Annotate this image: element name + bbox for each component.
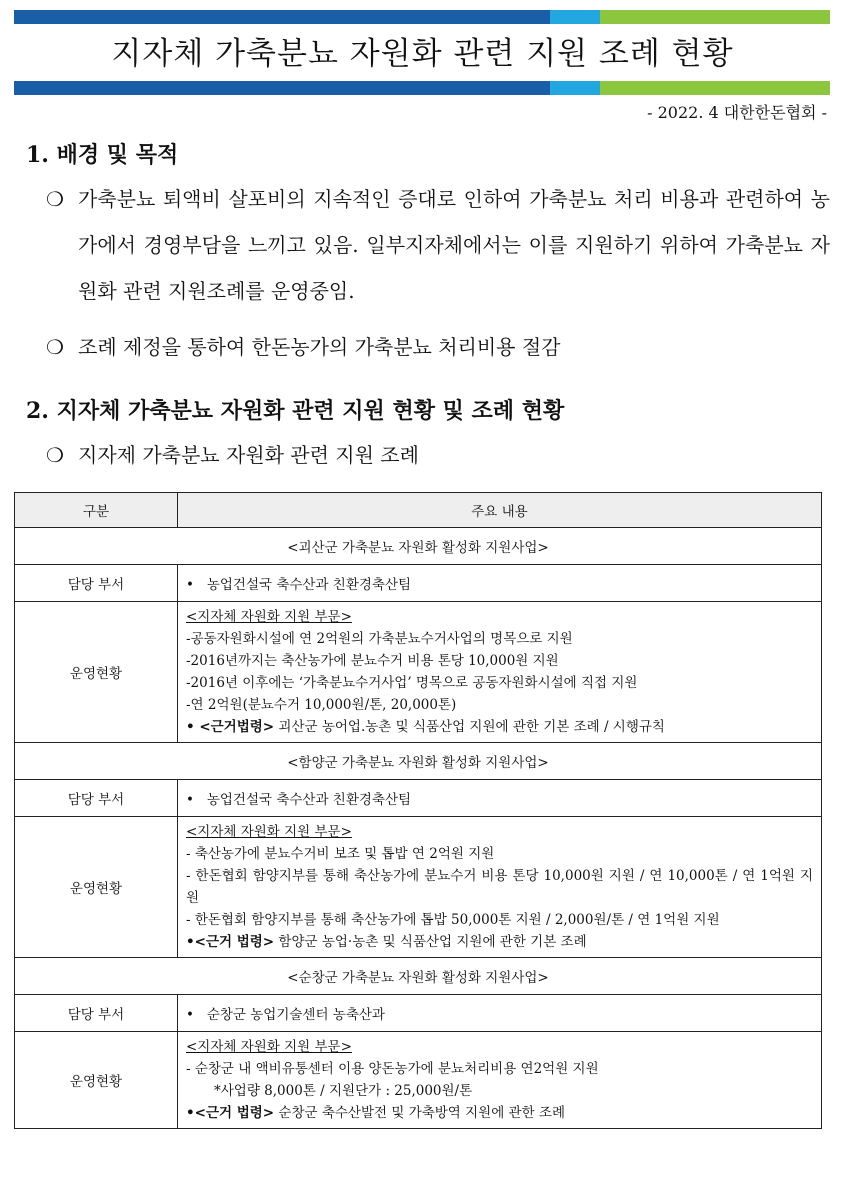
column-header: 주요 내용 bbox=[178, 493, 822, 528]
legal-label: •<근거 법령> bbox=[186, 1105, 275, 1121]
ops-line: - 순창군 내 액비유통센터 이용 양돈농가에 분뇨처리비용 연2억원 지원 bbox=[186, 1061, 599, 1077]
legal-label: •<근거 법령> bbox=[186, 934, 275, 950]
bullet-icon: • bbox=[186, 792, 194, 808]
bar-segment-blue bbox=[14, 81, 550, 95]
table-group-row bbox=[15, 743, 822, 780]
section-1-heading: 1. 배경 및 목적 bbox=[26, 142, 179, 168]
ops-cell bbox=[178, 602, 822, 743]
row-label: 운영현황 bbox=[15, 817, 178, 958]
bar-segment-cyan bbox=[550, 10, 600, 24]
dept-text: 순창군 농업기술센터 농축산과 bbox=[206, 1007, 385, 1023]
table-row bbox=[15, 565, 822, 602]
header-bottom-bar bbox=[14, 81, 830, 95]
ops-note: *사업량 8,000톤 / 지원단가 : 25,000원/톤 bbox=[214, 1083, 473, 1099]
legal-text: 괴산군 농어업.농촌 및 식품산업 지원에 관한 기본 조례 / 시행규칙 bbox=[278, 719, 665, 735]
dept-cell bbox=[178, 565, 822, 602]
dept-text: 농업건설국 축수산과 친환경축산팀 bbox=[206, 577, 412, 593]
ops-line: -연 2억원(분뇨수거 10,000원/톤, 20,000톤) bbox=[186, 697, 457, 713]
ops-subtitle: <지자체 자원화 지원 부문> bbox=[186, 1039, 352, 1055]
paragraph-text: 지자제 가축분뇨 자원화 관련 지원 조례 bbox=[78, 443, 419, 467]
table-row bbox=[15, 602, 822, 743]
dept-text: 농업건설국 축수산과 친환경축산팀 bbox=[206, 792, 412, 808]
legal-basis bbox=[186, 1102, 813, 1124]
table-header-row bbox=[15, 493, 822, 528]
paragraph-text: 조례 제정을 통하여 한돈농가의 가축분뇨 처리비용 절감 bbox=[78, 335, 561, 359]
legal-basis bbox=[186, 716, 813, 738]
circle-bullet-icon: ❍ bbox=[46, 443, 64, 467]
section-2-paragraph-1 bbox=[46, 432, 830, 478]
section-2-heading: 2. 지자체 가축분뇨 자원화 관련 지원 현황 및 조례 현황 bbox=[26, 398, 565, 424]
table-group-row bbox=[15, 958, 822, 995]
ops-line: - 축산농가에 분뇨수거비 보조 및 톱밥 연 2억원 지원 bbox=[186, 846, 495, 862]
row-label: 담당 부서 bbox=[15, 565, 178, 602]
group-title: <괴산군 가축분뇨 자원화 활성화 지원사업> bbox=[15, 528, 822, 565]
row-label: 담당 부서 bbox=[15, 780, 178, 817]
circle-bullet-icon: ❍ bbox=[46, 187, 64, 211]
bullet-icon: • bbox=[186, 1007, 194, 1023]
group-title: <순창군 가축분뇨 자원화 활성화 지원사업> bbox=[15, 958, 822, 995]
ordinance-table bbox=[14, 492, 822, 1129]
bar-segment-blue bbox=[14, 10, 550, 24]
document-date: - 2022. 4 대한한돈협회 - bbox=[647, 103, 827, 122]
table-group-row bbox=[15, 528, 822, 565]
bar-segment-green bbox=[600, 81, 830, 95]
circle-bullet-icon: ❍ bbox=[46, 335, 64, 359]
legal-label: • <근거법령> bbox=[186, 719, 275, 735]
row-label: 운영현황 bbox=[15, 602, 178, 743]
bar-segment-cyan bbox=[550, 81, 600, 95]
ops-line: -공동자원화시설에 연 2억원의 가축분뇨수거사업의 명목으로 지원 bbox=[186, 631, 573, 647]
dept-cell bbox=[178, 995, 822, 1032]
bullet-icon: • bbox=[186, 577, 194, 593]
paragraph-text: 가축분뇨 퇴액비 살포비의 지속적인 증대로 인하여 가축분뇨 처리 비용과 관련하여 농가에서 경영부담을 느끼고 있음. 일부지자체에서는 이를 지원하기 위하여 가축분뇨 자원화 관련 지원조례를 운영중임. bbox=[78, 187, 830, 303]
row-label: 담당 부서 bbox=[15, 995, 178, 1032]
legal-basis bbox=[186, 931, 813, 953]
ops-subtitle: <지자체 자원화 지원 부문> bbox=[186, 609, 352, 625]
group-title: <함양군 가축분뇨 자원화 활성화 지원사업> bbox=[15, 743, 822, 780]
document-title: 지자체 가축분뇨 자원화 관련 지원 조례 현황 bbox=[111, 36, 734, 72]
bar-segment-green bbox=[600, 10, 830, 24]
ops-cell bbox=[178, 1032, 822, 1129]
section-1-paragraph-1 bbox=[46, 176, 830, 314]
table-row bbox=[15, 817, 822, 958]
ops-subtitle: <지자체 자원화 지원 부문> bbox=[186, 824, 352, 840]
column-header: 구분 bbox=[15, 493, 178, 528]
dept-cell bbox=[178, 780, 822, 817]
ops-line: -2016년까지는 축산농가에 분뇨수거 비용 톤당 10,000원 지원 bbox=[186, 653, 559, 669]
legal-text: 순창군 축수산발전 및 가축방역 지원에 관한 조례 bbox=[278, 1105, 565, 1121]
section-1-paragraph-2 bbox=[46, 324, 830, 370]
row-label: 운영현황 bbox=[15, 1032, 178, 1129]
ops-line: - 한돈협회 함양지부를 통해 축산농가에 톱밥 50,000톤 지원 / 2,000원/톤 / 연 1억원 지원 bbox=[186, 912, 720, 928]
table-row bbox=[15, 780, 822, 817]
ops-cell bbox=[178, 817, 822, 958]
table-row bbox=[15, 1032, 822, 1129]
legal-text: 함양군 농업·농촌 및 식품산업 지원에 관한 기본 조례 bbox=[278, 934, 587, 950]
ops-line: -2016년 이후에는 ‘가축분뇨수거사업’ 명목으로 공동자원화시설에 직접 지원 bbox=[186, 675, 638, 691]
header-top-bar bbox=[14, 10, 830, 24]
ops-line: - 한돈협회 함양지부를 통해 축산농가에 분뇨수거 비용 톤당 10,000원 지원 / 연 10,000톤 / 연 1억원 지원 bbox=[186, 868, 813, 906]
table-row bbox=[15, 995, 822, 1032]
